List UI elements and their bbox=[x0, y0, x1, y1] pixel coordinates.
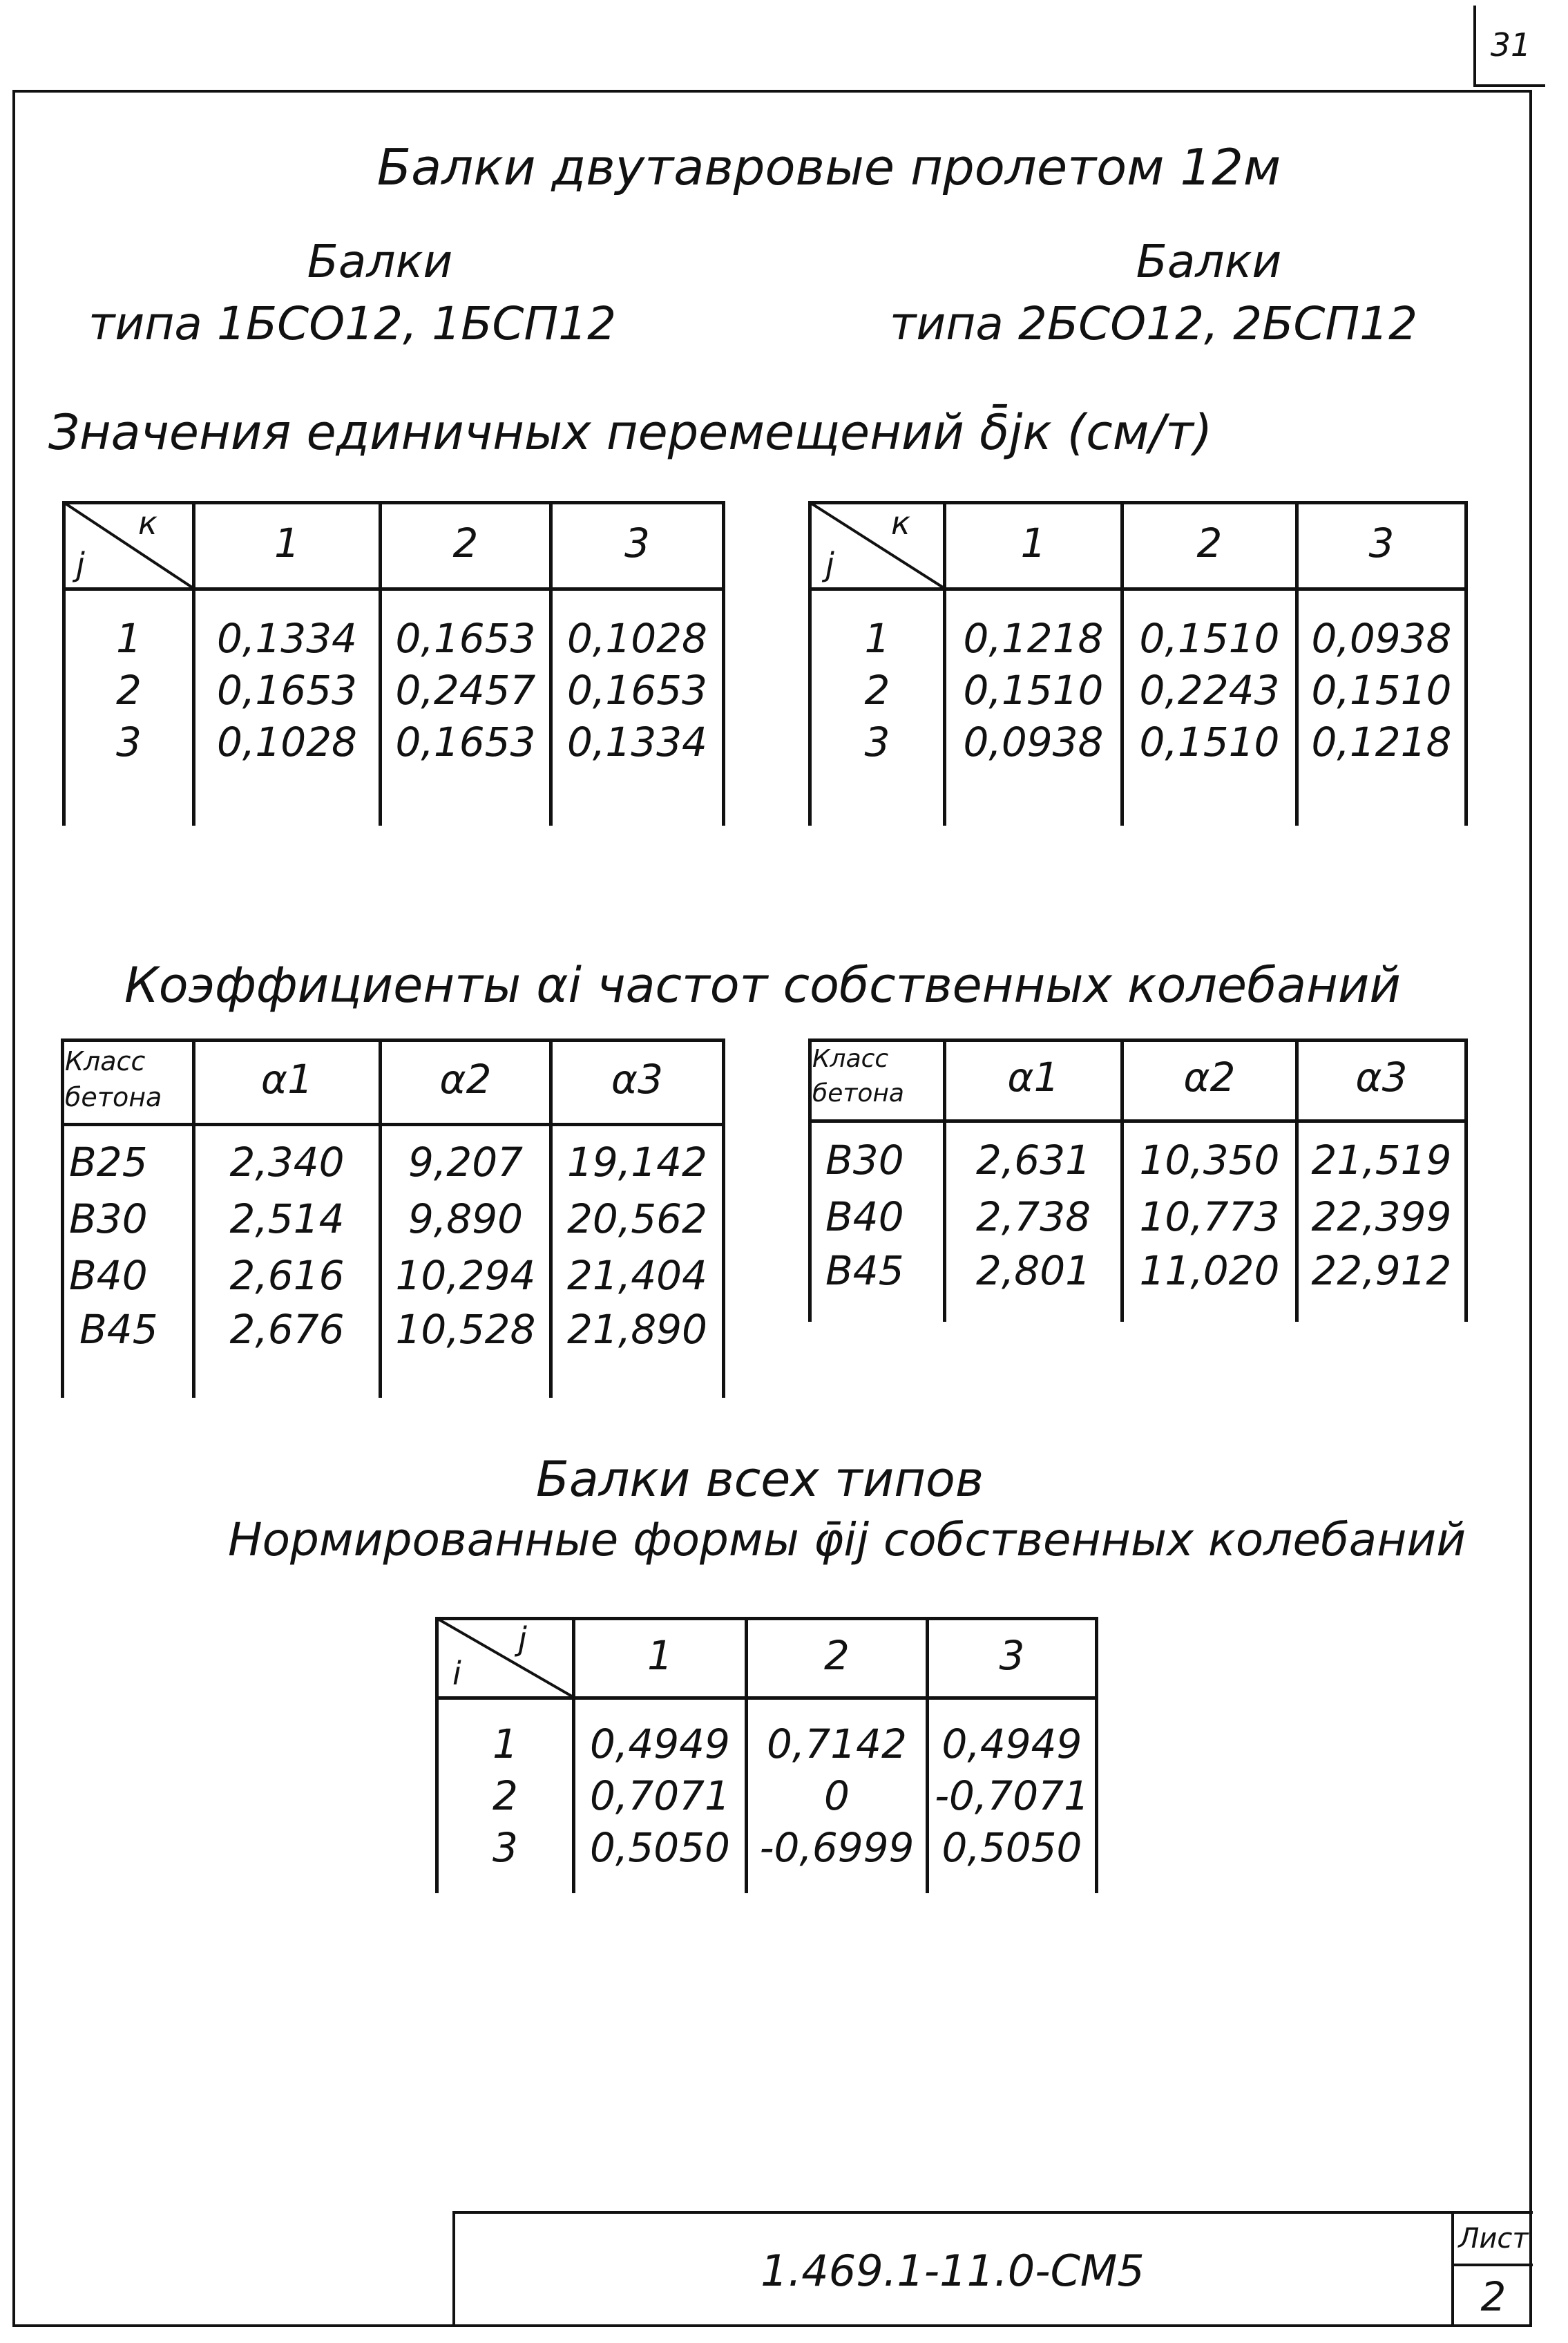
column-header: α3 bbox=[1355, 1054, 1408, 1101]
column-header: 2 bbox=[824, 1632, 850, 1679]
row-index: 1 bbox=[864, 615, 890, 662]
corner-label-i: i bbox=[452, 1655, 461, 1692]
column-header: 1 bbox=[647, 1632, 673, 1679]
table-cell: 2,514 bbox=[229, 1195, 345, 1242]
row-index: 3 bbox=[864, 719, 890, 766]
table-cell: 0,4949 bbox=[941, 1720, 1082, 1767]
table-cell: 2,340 bbox=[229, 1139, 345, 1186]
table-cell: 0,7071 bbox=[590, 1772, 730, 1819]
table-rule bbox=[61, 1038, 725, 1042]
row-index: 1 bbox=[116, 615, 142, 662]
column-header: 3 bbox=[1368, 520, 1395, 567]
table-rule bbox=[435, 1696, 1098, 1700]
table-cell: 0,2457 bbox=[395, 667, 536, 714]
row-label: В30 bbox=[825, 1137, 904, 1184]
table-rule bbox=[808, 1038, 812, 1322]
title-block bbox=[452, 2211, 1533, 2327]
group-left-line2: типа 1БСО12, 1БСП12 bbox=[88, 297, 617, 350]
table-cell: -0,6999 bbox=[759, 1824, 915, 1871]
table-rule bbox=[722, 501, 725, 826]
table-cell: 0,1218 bbox=[963, 615, 1104, 662]
table-cell: -0,7071 bbox=[935, 1772, 1089, 1819]
table-cell: 0,1510 bbox=[963, 667, 1104, 714]
table-cell: 0,1653 bbox=[395, 615, 536, 662]
section-all-types-title: Балки всех типов bbox=[535, 1451, 984, 1508]
table-cell: 10,528 bbox=[395, 1306, 536, 1353]
table-cell: 2,738 bbox=[975, 1193, 1091, 1240]
section-frequencies-title: Коэффициенты αi частот собственных колебаний bbox=[124, 957, 1401, 1014]
table-cell: 9,207 bbox=[408, 1139, 524, 1186]
column-header: 1 bbox=[1020, 520, 1046, 567]
table-cell: 20,562 bbox=[567, 1195, 707, 1242]
table-cell: 0,1653 bbox=[395, 719, 536, 766]
table-cell: 0 bbox=[824, 1772, 850, 1819]
table-rule bbox=[61, 1123, 725, 1126]
table-cell: 0,1653 bbox=[567, 667, 707, 714]
table-cell: 22,912 bbox=[1311, 1247, 1452, 1294]
table-cell: 0,0938 bbox=[1311, 615, 1452, 662]
row-index: 1 bbox=[493, 1720, 518, 1767]
row-label: В40 bbox=[825, 1193, 904, 1240]
row-index: 3 bbox=[493, 1824, 518, 1871]
table-cell: 19,142 bbox=[567, 1139, 707, 1186]
group-right-line2: типа 2БСО12, 2БСП12 bbox=[889, 297, 1418, 350]
table-cell: 2,801 bbox=[975, 1247, 1091, 1294]
table-cell: 10,294 bbox=[395, 1252, 536, 1299]
section-displacements-title: Значения единичных перемещений δ̄jк (см/т) bbox=[48, 404, 1213, 461]
corner-label-j: j bbox=[825, 546, 834, 583]
column-header: 1 bbox=[274, 520, 300, 567]
row-label: В40 bbox=[69, 1252, 148, 1299]
column-header: 3 bbox=[999, 1632, 1025, 1679]
table-rule bbox=[808, 1119, 1468, 1123]
table-cell: 10,773 bbox=[1139, 1193, 1280, 1240]
column-header: 2 bbox=[1196, 520, 1223, 567]
sheet-number: 2 bbox=[1480, 2273, 1507, 2320]
table-cell: 9,890 bbox=[408, 1195, 524, 1242]
corner-label-concrete-class: Класс бетона bbox=[65, 1046, 162, 1112]
column-header: α3 bbox=[611, 1056, 664, 1103]
table-rule bbox=[808, 587, 1468, 591]
table-cell: 0,1653 bbox=[217, 667, 357, 714]
column-header: α2 bbox=[439, 1056, 492, 1103]
corner-label-k: к bbox=[138, 504, 157, 542]
table-cell: 21,890 bbox=[567, 1306, 707, 1353]
table-cell: 0,5050 bbox=[590, 1824, 730, 1871]
page-number: 31 bbox=[1473, 6, 1545, 87]
table-cell: 11,020 bbox=[1139, 1247, 1280, 1294]
row-label: В25 bbox=[69, 1139, 148, 1186]
column-header: 3 bbox=[624, 520, 650, 567]
row-label: В45 bbox=[825, 1247, 904, 1294]
table-rule bbox=[1464, 1038, 1468, 1322]
row-index: 2 bbox=[116, 667, 142, 714]
row-index: 2 bbox=[864, 667, 890, 714]
corner-label-j: j bbox=[76, 546, 85, 583]
table-cell: 0,1218 bbox=[1311, 719, 1452, 766]
table-cell: 21,519 bbox=[1311, 1137, 1452, 1184]
table-cell: 0,1334 bbox=[217, 615, 357, 662]
row-index: 2 bbox=[493, 1772, 518, 1819]
table-cell: 0,7142 bbox=[767, 1720, 907, 1767]
table-cell: 0,2243 bbox=[1139, 667, 1280, 714]
table-cell: 0,1510 bbox=[1311, 667, 1452, 714]
corner-label-k: к bbox=[891, 504, 910, 542]
table-cell: 0,1334 bbox=[567, 719, 707, 766]
row-index: 3 bbox=[116, 719, 142, 766]
sheet-label: Лист bbox=[1454, 2214, 1533, 2266]
table-cell: 10,350 bbox=[1139, 1137, 1280, 1184]
table-cell: 0,0938 bbox=[963, 719, 1104, 766]
table-rule bbox=[722, 1038, 725, 1398]
section-mode-shapes-title: Нормированные формы φ̄ij собственных колебаний bbox=[228, 1513, 1466, 1566]
table-cell: 0,1028 bbox=[217, 719, 357, 766]
table-cell: 2,676 bbox=[229, 1306, 345, 1353]
table-cell: 0,1510 bbox=[1139, 615, 1280, 662]
document-code: 1.469.1-11.0-СМ5 bbox=[761, 2245, 1145, 2296]
column-header: 2 bbox=[452, 520, 479, 567]
table-cell: 21,404 bbox=[567, 1252, 707, 1299]
table-cell: 22,399 bbox=[1311, 1193, 1452, 1240]
table-cell: 0,1510 bbox=[1139, 719, 1280, 766]
sheet-cell bbox=[1451, 2214, 1533, 2327]
corner-label-concrete-class: Класс бетона bbox=[812, 1045, 904, 1108]
group-right-line1: Балки bbox=[1136, 235, 1282, 288]
row-label: В45 bbox=[79, 1306, 158, 1353]
table-cell: 0,1028 bbox=[567, 615, 707, 662]
group-left-line1: Балки bbox=[307, 235, 453, 288]
table-cell: 2,631 bbox=[975, 1137, 1091, 1184]
table-rule bbox=[61, 1038, 64, 1398]
corner-label-j: j bbox=[518, 1620, 527, 1658]
column-header: α2 bbox=[1183, 1054, 1236, 1101]
table-rule bbox=[1095, 1617, 1098, 1893]
page-title: Балки двутавровые пролетом 12м bbox=[376, 138, 1281, 196]
table-rule bbox=[1464, 501, 1468, 826]
table-cell: 2,616 bbox=[229, 1252, 345, 1299]
column-header: α1 bbox=[1007, 1054, 1060, 1101]
row-label: В30 bbox=[69, 1195, 148, 1242]
column-header: α1 bbox=[260, 1056, 314, 1103]
table-cell: 0,4949 bbox=[590, 1720, 730, 1767]
table-cell: 0,5050 bbox=[941, 1824, 1082, 1871]
table-rule bbox=[62, 587, 725, 591]
